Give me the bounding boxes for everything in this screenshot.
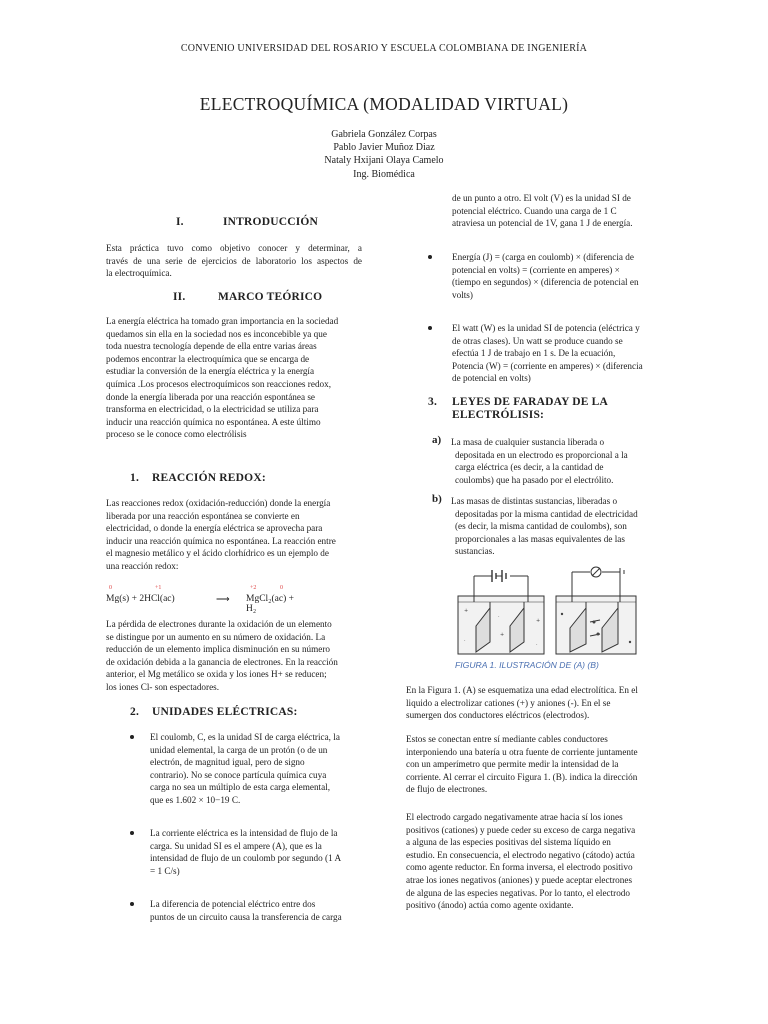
section-number: 3. bbox=[428, 396, 438, 408]
text-line: proporcionales a las masas equivalentes de las bbox=[455, 533, 625, 544]
page-title: ELECTROQUÍMICA (MODALIDAD VIRTUAL) bbox=[199, 94, 569, 114]
text-line: En la Figura 1. (A) se esquematiza una edad electrolítica. En el bbox=[406, 685, 638, 695]
author: Gabriela González Corpas bbox=[331, 129, 437, 140]
text-line: potencial en volts) = (corriente en amperes) × bbox=[452, 264, 620, 275]
text-line: a alguna de las especies positivas del sistema líquido en bbox=[406, 837, 611, 848]
text-line: carga. Su unidad SI es el ampere (A), que es la bbox=[150, 840, 322, 851]
redox-paragraph bbox=[106, 497, 364, 573]
text-line: de oxidación debida a la ganancia de electrones. En la reacción bbox=[106, 656, 338, 667]
section-number: 1. bbox=[130, 472, 140, 484]
oxidation-number: 0 bbox=[109, 585, 112, 591]
text-line: La pérdida de electrones durante la oxidación de un elemento bbox=[106, 619, 332, 629]
text-line: (es decir, la misma cantidad de coulombs), son bbox=[455, 521, 627, 532]
bullet-dot bbox=[130, 735, 134, 739]
text-line: estudiar la conversión de la energía eléctrica y la energía bbox=[106, 366, 315, 377]
cell-b-diagram bbox=[556, 567, 636, 654]
bullet-item bbox=[428, 251, 678, 301]
text-line: atrae los iones negativos (aniones) y puede aceptar electrones bbox=[406, 874, 633, 885]
text-line: volts) bbox=[452, 289, 473, 300]
text-line: Estos se conectan entre sí mediante cables conductores bbox=[406, 734, 608, 744]
faraday-law-b bbox=[432, 495, 682, 558]
text-line: depositadas por la misma cantidad de electricidad bbox=[455, 508, 638, 519]
author: Nataly Hxijani Olaya Camelo bbox=[324, 155, 444, 167]
text-line: química .Los procesos electroquímicos son reacciones redox, bbox=[106, 378, 332, 389]
text-line: la electroquímica. bbox=[106, 268, 172, 279]
text-line: unidad elemental, la carga de un protón (o de un bbox=[150, 744, 328, 755]
section-title: INTRODUCCIÓN bbox=[223, 216, 319, 228]
text-line: los iones Cl- son espectadores. bbox=[106, 681, 220, 692]
svg-text:+: + bbox=[464, 608, 469, 614]
list-letter: b) bbox=[432, 493, 442, 505]
section-title: REACCIÓN REDOX: bbox=[152, 472, 266, 484]
conference-line: CONVENIO UNIVERSIDAD DEL ROSARIO Y ESCUELA COLOMBIANA DE INGENIERÍA bbox=[180, 43, 588, 54]
text-line: con un amperímetro que permite medir la intensidad de la bbox=[406, 759, 619, 770]
section-heading-unidades-electricas bbox=[130, 706, 298, 718]
author-affiliation: Ing. Biomédica bbox=[353, 168, 415, 180]
intro-paragraph bbox=[106, 242, 362, 280]
section-heading-reaccion-redox bbox=[130, 472, 266, 484]
bullet-item bbox=[130, 827, 370, 877]
section-title-continued: ELECTRÓLISIS: bbox=[452, 409, 545, 421]
bullet-dot bbox=[428, 326, 432, 330]
figure-paragraph-2 bbox=[406, 733, 674, 796]
text-line: de flujo de electrones. bbox=[406, 784, 488, 795]
text-line: reducción de un elemento implica disminución en su número bbox=[106, 644, 331, 655]
bullet-item bbox=[428, 322, 678, 385]
text-line: = 1 C/s) bbox=[150, 865, 180, 876]
text-line: (tiempo en segundos) × (diferencia de potencial en bbox=[452, 277, 639, 288]
text-line: de un punto a otro. El volt (V) es la unidad SI de bbox=[452, 193, 631, 203]
svg-text:+: + bbox=[500, 632, 505, 638]
text-line: carga no sea un múltiplo de esta carga elemental, bbox=[150, 782, 331, 793]
bullet-dot bbox=[428, 255, 432, 259]
bullet-dot bbox=[130, 831, 134, 835]
continued-paragraph bbox=[452, 192, 672, 230]
text-line: efectúa 1 J de trabajo en 1 s. De la ecuación, bbox=[452, 348, 616, 359]
electrolysis-figure bbox=[452, 562, 642, 658]
text-line: el magnesio metálico y el ácido clorhídrico es un ejemplo de bbox=[106, 548, 329, 559]
text-line: se distingue por un aumento en su número de oxidación. La bbox=[106, 631, 326, 642]
section-number: I. bbox=[176, 216, 184, 228]
section-heading-introduccion bbox=[176, 216, 318, 228]
svg-text:·: · bbox=[464, 638, 466, 644]
text-line: depositada en un electrodo es proporcional a la bbox=[455, 449, 628, 460]
text-line: como agente reductor. En forma inversa, el electrodo positivo bbox=[406, 862, 633, 873]
text-line: través de una serie de ejercicios de laboratorio los aspectos de bbox=[106, 255, 362, 266]
text-line: El watt (W) es la unidad SI de potencia (eléctrica y bbox=[452, 323, 640, 333]
text-line: sustancias. bbox=[455, 546, 495, 557]
text-line: de alguna de las especies negativas. Por lo tanto, el electrodo bbox=[406, 887, 630, 898]
equation-reactants: Mg(s) + 2HCl(ac) bbox=[106, 594, 175, 604]
text-line: estudio. En consecuencia, el electrodo negativo (cátodo) actúa bbox=[406, 849, 635, 860]
text-line: toda nuestra tecnología depende de ella entre varias áreas bbox=[106, 341, 317, 352]
text-line: inducir una reacción química no espontánea. La reacción entre bbox=[106, 535, 336, 546]
text-line: transforma en electricidad, o la electricidad se utiliza para bbox=[106, 404, 319, 415]
text-line: puntos de un circuito causa la transferencia de carga bbox=[150, 911, 342, 922]
text-line: intensidad de flujo de un coulomb por segundo (1 A bbox=[150, 853, 342, 864]
text-line: inducir una reacción química no espontánea. A este último bbox=[106, 416, 321, 427]
section-title: LEYES DE FARADAY DE LA bbox=[452, 396, 609, 408]
bullet-item bbox=[130, 898, 370, 923]
section-number: II. bbox=[173, 291, 186, 303]
oxidation-paragraph bbox=[106, 618, 366, 694]
figure-caption: FIGURA 1. ILUSTRACIÓN DE (A) (B) bbox=[455, 660, 599, 670]
section-heading-marco-teorico bbox=[173, 291, 322, 303]
text-line: sumergen dos conductores eléctricos (electrodos). bbox=[406, 710, 590, 721]
text-line: donde la energía liberada por una reacción espontánea se bbox=[106, 391, 316, 402]
text-line: proceso se le conoce como electrólisis bbox=[106, 429, 247, 440]
oxidation-number: +1 bbox=[155, 585, 162, 591]
text-line: una reacción redox: bbox=[106, 560, 179, 571]
text-line: Las masas de distintas sustancias, liberadas o bbox=[451, 496, 618, 506]
text-line: interponiendo una batería u otra fuente de corriente juntamente bbox=[406, 746, 638, 757]
marco-teorico-paragraph bbox=[106, 315, 364, 441]
reaction-arrow: ⟶ bbox=[216, 595, 230, 605]
section-title: MARCO TEÓRICO bbox=[218, 291, 323, 303]
text-line: de otras clases). Un watt se produce cuando se bbox=[452, 335, 623, 346]
svg-text:·: · bbox=[498, 614, 500, 620]
text-line: El coulomb, C, es la unidad SI de carga eléctrica, la bbox=[150, 732, 340, 742]
text-line: coulombs) que ha pasado por el electrólito. bbox=[455, 474, 614, 485]
faraday-law-a bbox=[432, 436, 682, 486]
text-line: La diferencia de potencial eléctrico entre dos bbox=[150, 899, 316, 909]
text-line: La energía eléctrica ha tomado gran importancia en la sociedad bbox=[106, 316, 339, 326]
text-line: positivos (cationes) y puede ceder su exceso de carga negativa bbox=[406, 824, 636, 835]
oxidation-number: +2 bbox=[250, 585, 257, 591]
text-line: positivo (ánodo) actúa como agente oxidante. bbox=[406, 900, 574, 911]
cell-a-diagram bbox=[458, 570, 544, 654]
text-line: contrario). No se conoce partícula química cuya bbox=[150, 769, 327, 780]
svg-text:·: · bbox=[536, 642, 538, 648]
section-title: UNIDADES ELÉCTRICAS: bbox=[152, 706, 298, 718]
section-heading-leyes-faraday bbox=[428, 396, 608, 422]
text-line: El electrodo cargado negativamente atrae hacia sí los iones bbox=[406, 812, 623, 822]
equation-products: MgCl₂(ac) + H₂ bbox=[246, 594, 294, 614]
text-line: podemos encontrar la electroquímica que se encarga de bbox=[106, 353, 310, 364]
figure-paragraph-1 bbox=[406, 684, 674, 722]
svg-text:+: + bbox=[536, 618, 541, 624]
author-list bbox=[0, 128, 768, 181]
text-line: que es 1.602 × 10−19 C. bbox=[150, 794, 241, 805]
text-line: Energía (J) = (carga en coulomb) × (diferencia de bbox=[452, 252, 634, 262]
text-line: liberada por una reacción espontánea se convierte en bbox=[106, 510, 300, 521]
text-line: de potencial en volts) bbox=[452, 373, 531, 384]
text-line: anterior, el Mg metálico se oxida y los iones H+ se reducen; bbox=[106, 669, 327, 680]
text-line: carga eléctrica (es decir, a la cantidad de bbox=[455, 462, 604, 473]
text-line: La corriente eléctrica es la intensidad de flujo de la bbox=[150, 828, 338, 838]
text-line: Potencia (W) = (corriente en amperes) × (diferencia bbox=[452, 360, 643, 371]
text-line: potencial eléctrico. Cuando una carga de 1 C bbox=[452, 205, 617, 216]
bullet-dot bbox=[130, 902, 134, 906]
list-letter: a) bbox=[432, 434, 442, 446]
electrode-paragraph bbox=[406, 811, 674, 912]
text-line: Esta práctica tuvo como objetivo conocer y determinar, a bbox=[106, 243, 362, 253]
text-line: electrón, de magnitud igual, pero de signo bbox=[150, 757, 305, 768]
text-line: Las reacciones redox (oxidación-reducción) donde la energía bbox=[106, 498, 331, 508]
text-line: electricidad, o donde la energía eléctrica se aprovecha para bbox=[106, 523, 323, 534]
author: Pablo Javier Muñoz Diaz bbox=[333, 142, 435, 154]
text-line: corriente. Al cerrar el circuito Figura 1. (B). indica la dirección bbox=[406, 771, 638, 782]
oxidation-number: 0 bbox=[280, 585, 283, 591]
text-line: liquido a electrolizar cationes (+) y aniones (-). En el se bbox=[406, 697, 611, 708]
bullet-item bbox=[130, 731, 370, 807]
section-number: 2. bbox=[130, 706, 140, 718]
text-line: La masa de cualquier sustancia liberada o bbox=[451, 437, 605, 447]
text-line: quedamos sin ella en la sociedad nos es inconcebible ya que bbox=[106, 328, 327, 339]
text-line: atraviesa un potencial de 1V, gana 1 J de energía. bbox=[452, 218, 633, 229]
redox-equation bbox=[106, 585, 306, 614]
